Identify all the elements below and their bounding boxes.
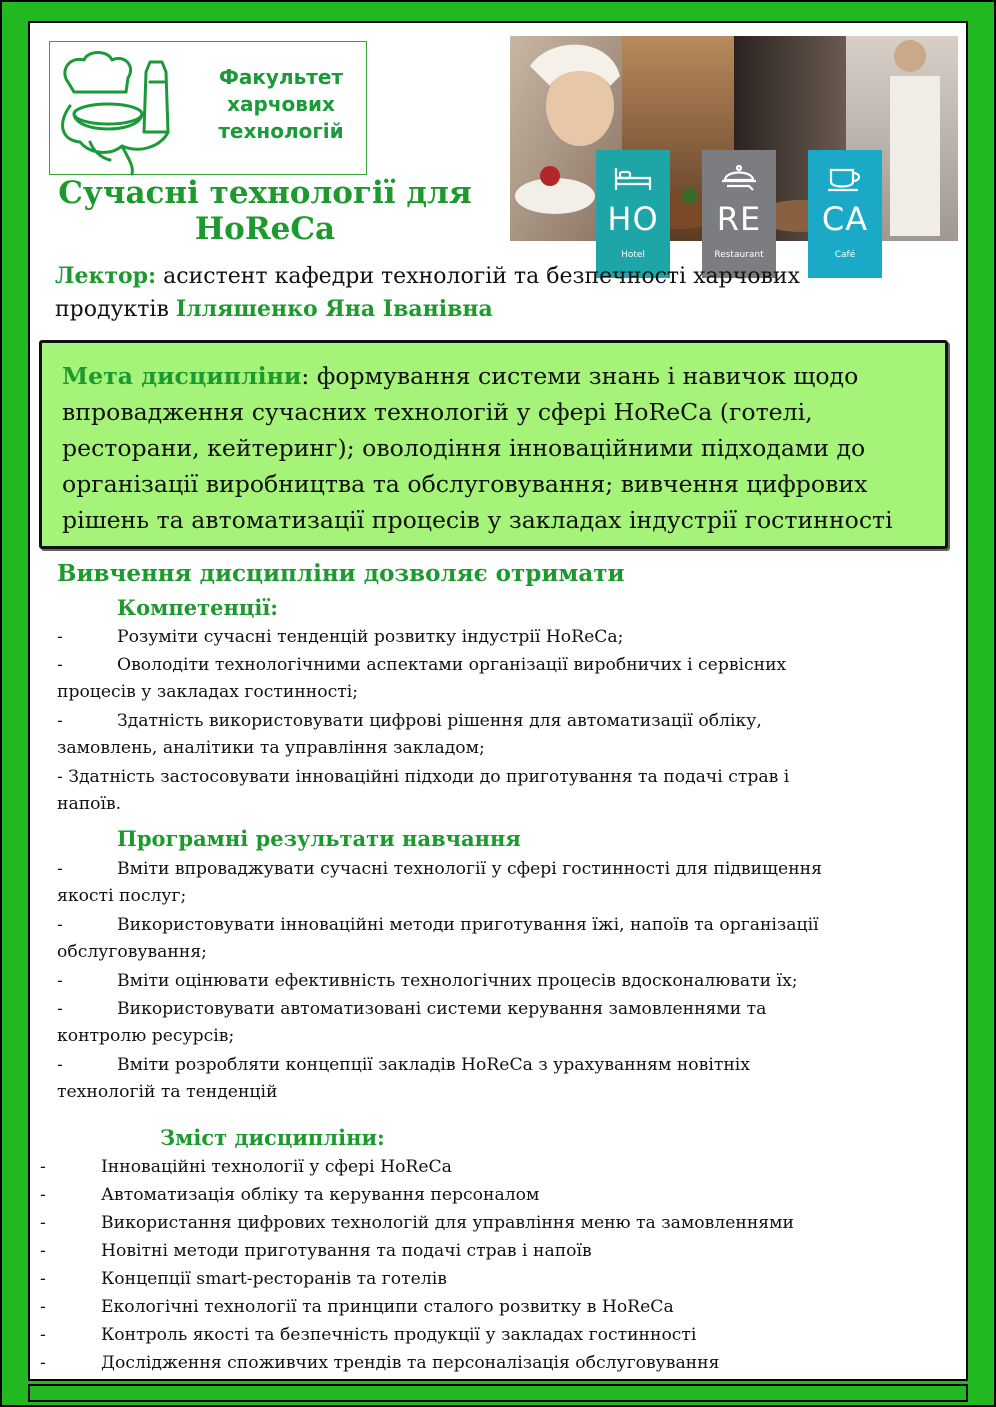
list-item-text-cont: напоїв.	[57, 794, 122, 814]
list-item	[57, 912, 947, 966]
content-item-text: Новітні методи приготування та подачі страв і напоїв	[101, 1241, 592, 1261]
tile-hotel	[596, 150, 670, 278]
content-heading: Зміст дисципліни:	[160, 1125, 385, 1150]
list-item-bullet: -	[57, 711, 63, 731]
study-heading: Вивчення дисципліни дозволяє отримати	[57, 560, 625, 587]
content-item	[40, 1350, 930, 1377]
course-title-line2: HoReCa	[194, 211, 336, 247]
tile-cafe-label: Café	[834, 250, 856, 260]
list-item-text: Здатність використовувати цифрові рішення для автоматизації обліку,	[117, 711, 762, 731]
content-item	[40, 1182, 930, 1209]
lecturer-label: Лектор:	[55, 263, 157, 289]
bottom-bar	[28, 1384, 968, 1402]
content-item-text: Використання цифрових технологій для управління меню та замовленнями	[101, 1213, 794, 1233]
horeca-photo	[510, 36, 958, 260]
list-item-bullet: -	[57, 999, 63, 1019]
list-item-text-cont: якості послуг;	[57, 886, 187, 906]
content-item-bullet: -	[40, 1269, 46, 1289]
content-item-bullet: -	[40, 1353, 46, 1373]
lecturer-position: асистент кафедри технологій та безпечності харчових	[156, 264, 800, 289]
course-goal-text	[62, 358, 932, 538]
list-item-text: Вміти розробляти концепції закладів HoReCa з урахуванням новітніх	[117, 1055, 750, 1075]
faculty-name	[201, 64, 361, 145]
list-item-bullet: -	[57, 627, 63, 647]
content-item-text: Дослідження споживчих трендів та персоналізація обслуговування	[101, 1353, 720, 1373]
list-item-text: Вміти впроваджувати сучасні технології у сфері гостинності для підвищення	[117, 859, 822, 879]
list-item-text-cont: замовлень, аналітики та управління закладом;	[57, 738, 485, 758]
content-item-text: Інноваційні технології у сфері HoReCa	[101, 1157, 452, 1177]
course-title	[40, 175, 490, 247]
list-item-text: Оволодіти технологічними аспектами організації виробничих і сервісних	[117, 655, 787, 675]
content-item-text: Екологічні технології та принципи сталого розвитку в HoReCa	[101, 1297, 674, 1317]
content-item-text: Концепції smart-ресторанів та готелів	[101, 1269, 447, 1289]
list-item-bullet: -	[57, 1055, 63, 1075]
list-item-text: - Здатність застосовувати інноваційні підходи до приготування та подачі страв і	[57, 767, 790, 787]
content-item-bullet: -	[40, 1297, 46, 1317]
content-item	[40, 1266, 930, 1293]
lecturer-line1	[55, 260, 935, 293]
list-item	[57, 996, 947, 1050]
content-item-text: Контроль якості та безпечність продукції у закладах гостинності	[101, 1325, 697, 1345]
list-item-text-cont: контролю ресурсів;	[57, 1026, 235, 1046]
list-item	[57, 968, 947, 995]
faculty-name-line3: технологій	[218, 119, 344, 143]
course-goal-box	[39, 340, 948, 549]
list-item-bullet: -	[57, 655, 63, 675]
faculty-name-line1: Факультет	[219, 65, 343, 89]
course-goal-description: : формування системи знань і навичок щодо впровадження сучасних технологій у сфері HoReCa (готелі, ресторани, кейтеринг); оволодіння інноваційними підходами до організації виробництва та обслуговування; вивчення цифрових рішень та автоматизації процесів у закладах індустрії гостинності	[62, 362, 893, 534]
results-heading: Програмні результати навчання	[117, 826, 521, 851]
list-item-text: Вміти оцінювати ефективність технологічних процесів вдосконалювати їх;	[117, 971, 798, 991]
tile-restaurant-abbr: RE	[716, 200, 762, 238]
content-item	[40, 1294, 930, 1321]
list-item	[57, 856, 947, 910]
bed-icon	[613, 164, 653, 194]
lecturer-name: Ілляшенко Яна Іванівна	[175, 296, 493, 322]
list-item-text: Використовувати інноваційні методи приготування їжі, напоїв та організації	[117, 915, 819, 935]
list-item	[57, 652, 947, 706]
list-item-bullet: -	[57, 971, 63, 991]
competencies-heading: Компетенції:	[117, 595, 279, 620]
list-item-text-cont: процесів у закладах гостинності;	[57, 682, 359, 702]
content-item	[40, 1238, 930, 1265]
list-item	[57, 624, 947, 651]
cloche-icon	[719, 160, 759, 194]
list-item-text: Використовувати автоматизовані системи керування замовленнями та	[117, 999, 767, 1019]
list-item-bullet: -	[57, 859, 63, 879]
list-item	[57, 1052, 947, 1106]
lecturer-line2	[55, 293, 935, 326]
list-item-text: Розуміти сучасні тенденцій розвитку індустрії HoReCa;	[117, 627, 624, 647]
content-item-bullet: -	[40, 1325, 46, 1345]
coffee-cup-icon	[825, 164, 865, 194]
lecturer-position-cont: продуктів	[55, 297, 176, 322]
tile-restaurant	[702, 150, 776, 278]
tile-hotel-abbr: HO	[607, 200, 659, 238]
list-item-text-cont: технологій та тенденцій	[57, 1082, 278, 1102]
content-item-text: Автоматизація обліку та керування персоналом	[101, 1185, 540, 1205]
tile-cafe	[808, 150, 882, 278]
lecturer-info	[55, 260, 935, 326]
content-item	[40, 1322, 930, 1349]
course-goal-label: Мета дисципліни	[62, 362, 302, 390]
content-item	[40, 1210, 930, 1237]
tile-cafe-abbr: CA	[821, 200, 869, 238]
faculty-name-line2: харчових	[227, 92, 335, 116]
list-item-bullet: -	[57, 915, 63, 935]
content-item-bullet: -	[40, 1185, 46, 1205]
content-item-bullet: -	[40, 1213, 46, 1233]
content-item-bullet: -	[40, 1241, 46, 1261]
course-title-line1: Сучасні технології для	[58, 175, 472, 211]
tile-restaurant-label: Restaurant	[714, 250, 764, 260]
list-item	[57, 708, 947, 762]
chef-food-icon	[50, 42, 200, 176]
list-item	[57, 764, 947, 818]
list-item-text-cont: обслуговування;	[57, 942, 207, 962]
content-item-bullet: -	[40, 1157, 46, 1177]
tile-hotel-label: Hotel	[621, 250, 645, 260]
content-item	[40, 1154, 930, 1181]
